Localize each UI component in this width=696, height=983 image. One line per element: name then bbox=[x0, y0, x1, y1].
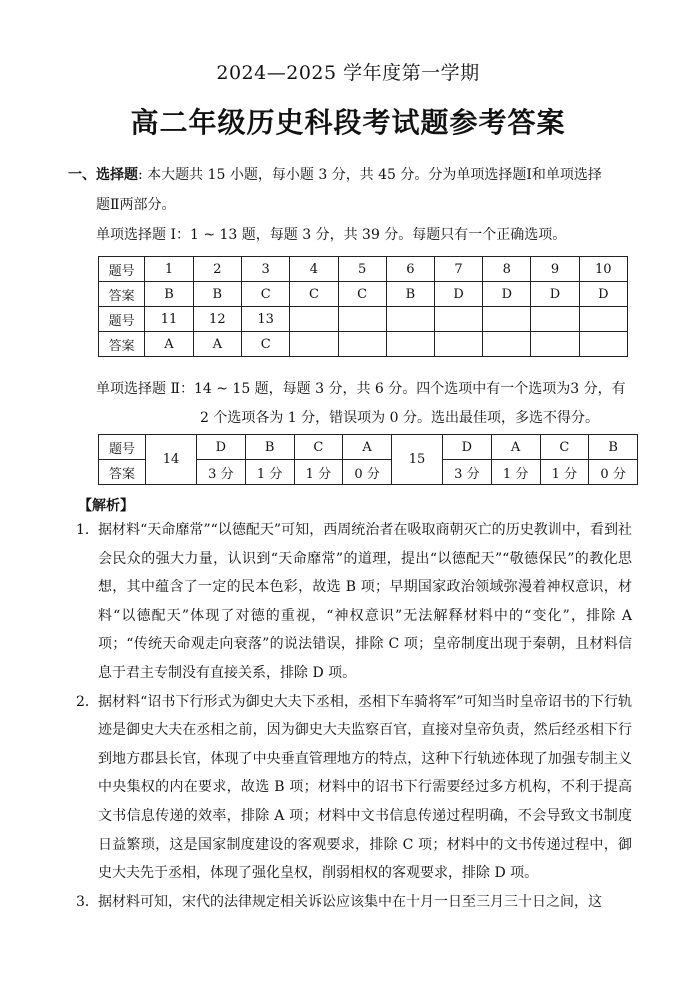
table-cell: A bbox=[193, 332, 241, 357]
document-title: 高二年级历史科段考试题参考答案 bbox=[130, 106, 566, 139]
table-cell: C bbox=[540, 435, 589, 460]
table-cell: 13 bbox=[242, 307, 290, 332]
table-cell: A bbox=[343, 435, 392, 460]
part2-answer-table bbox=[98, 434, 638, 485]
item-number: 3． bbox=[76, 893, 99, 910]
analysis-list bbox=[76, 516, 632, 916]
table-cell: A bbox=[491, 435, 540, 460]
list-item bbox=[76, 888, 632, 917]
table-cell: C bbox=[294, 435, 343, 460]
table-cell: D bbox=[483, 282, 531, 307]
table-cell: 1 分 bbox=[491, 460, 540, 485]
row-header-cell: 答案 bbox=[99, 332, 145, 357]
table-cell: D bbox=[197, 435, 246, 460]
part2-desc-line2: 2 个选项各为 1 分，错误项为 0 分。选出最佳项，多选不得分。 bbox=[200, 410, 599, 426]
row-header-cell: 题号 bbox=[99, 257, 145, 282]
table-cell: 8 bbox=[483, 257, 531, 282]
table-cell: D bbox=[579, 282, 627, 307]
table-cell: 7 bbox=[434, 257, 482, 282]
table-cell: 题号 bbox=[99, 435, 146, 460]
list-item bbox=[76, 516, 632, 688]
table-row bbox=[99, 307, 628, 332]
table-cell: D bbox=[434, 282, 482, 307]
table-cell: C bbox=[242, 332, 290, 357]
table-cell: 9 bbox=[531, 257, 579, 282]
table-row bbox=[99, 282, 628, 307]
table-cell bbox=[338, 332, 386, 357]
table-cell: 3 分 bbox=[443, 460, 492, 485]
table-cell: 1 分 bbox=[245, 460, 294, 485]
item-text: 据材料“天命靡常”“以德配天”可知，西周统治者在吸取商朝灭亡的历史教训中，看到社会民众的强大力量，认识到“天命靡常”的道理，提出“以德配天”“敬德保民”的教化思想，其中蕴含了一定的民本色彩，故选 B 项；早期国家政治领域弥漫着神权意识，材料“以德配天”体现了对德的重视，“神权意识”无法解释材料中的“变化”，排除 A 项；“传统天命观走向衰落”的说法错误，排除 C 项；皇帝制度出现于秦朝，且材料信息于君主专制没有直接关系，排除 D 项。 bbox=[98, 522, 632, 681]
item-text: 据材料可知，宋代的法律规定相关诉讼应该集中在十月一日至三月三十日之间，这 bbox=[98, 893, 602, 910]
table-cell: 6 bbox=[386, 257, 434, 282]
table-cell: 3 bbox=[242, 257, 290, 282]
table-cell: C bbox=[242, 282, 290, 307]
table-cell bbox=[579, 307, 627, 332]
table-cell bbox=[434, 332, 482, 357]
part2-desc-line1: 单项选择题 Ⅱ：14 ~ 15 题，每题 3 分，共 6 分。四个选项中有一个选项为3 分，有 bbox=[96, 381, 626, 397]
table-cell: 0 分 bbox=[589, 460, 638, 485]
row-header-cell: 题号 bbox=[99, 307, 145, 332]
table-cell: B bbox=[145, 282, 193, 307]
table-cell: 1 bbox=[145, 257, 193, 282]
table-cell: D bbox=[443, 435, 492, 460]
term-heading: 2024—2025 学年度第一学期 bbox=[216, 62, 480, 84]
analysis-heading: 【解析】 bbox=[78, 498, 134, 514]
table-cell: 11 bbox=[145, 307, 193, 332]
table-cell bbox=[483, 332, 531, 357]
table-cell bbox=[531, 307, 579, 332]
table-cell bbox=[483, 307, 531, 332]
table-cell: 4 bbox=[290, 257, 338, 282]
table-cell: A bbox=[145, 332, 193, 357]
table-cell bbox=[386, 307, 434, 332]
section-intro-line1: : 本大题共 15 小题，每小题 3 分，共 45 分。分为单项选择题Ⅰ和单项选择 bbox=[138, 167, 602, 183]
list-item bbox=[76, 688, 632, 888]
table-cell: C bbox=[338, 282, 386, 307]
table-cell: B bbox=[589, 435, 638, 460]
table-cell: B bbox=[245, 435, 294, 460]
table-cell: 5 bbox=[338, 257, 386, 282]
row-header-cell: 答案 bbox=[99, 282, 145, 307]
table-cell bbox=[290, 307, 338, 332]
table-row bbox=[99, 332, 628, 357]
table-row bbox=[99, 257, 628, 282]
table-cell: B bbox=[193, 282, 241, 307]
table-cell: 10 bbox=[579, 257, 627, 282]
table-cell: 1 分 bbox=[540, 460, 589, 485]
item-number: 1． bbox=[76, 522, 99, 538]
table-cell: 1 分 bbox=[294, 460, 343, 485]
table-cell bbox=[531, 332, 579, 357]
table-cell bbox=[290, 332, 338, 357]
table-cell: C bbox=[290, 282, 338, 307]
table-cell: 12 bbox=[193, 307, 241, 332]
table-cell bbox=[434, 307, 482, 332]
section-intro-line2: 题Ⅱ两部分。 bbox=[96, 197, 176, 213]
table-cell: 14 bbox=[146, 435, 197, 485]
table-cell: D bbox=[531, 282, 579, 307]
section-choice-intro bbox=[68, 160, 638, 220]
part1-description: 单项选择题 Ⅰ：1 ~ 13 题，每题 3 分，共 39 分。每题只有一个正确选项。 bbox=[96, 227, 567, 243]
section-label: 一、选择题 bbox=[68, 167, 138, 183]
table-cell: 0 分 bbox=[343, 460, 392, 485]
table-cell bbox=[579, 332, 627, 357]
table-row bbox=[99, 435, 638, 460]
table-cell: B bbox=[386, 282, 434, 307]
part2-description bbox=[96, 375, 636, 433]
table-cell: 15 bbox=[392, 435, 443, 485]
table-cell bbox=[338, 307, 386, 332]
part1-answer-table bbox=[98, 256, 628, 357]
table-cell bbox=[386, 332, 434, 357]
table-cell: 3 分 bbox=[197, 460, 246, 485]
item-number: 2． bbox=[76, 693, 99, 710]
item-text: 据材料“诏书下行形式为御史大夫下丞相，丞相下车骑将军”可知当时皇帝诏书的下行轨迹是御史大夫在丞相之前，因为御史大夫监察百官，直接对皇帝负责，然后经丞相下行到地方郡县长官，体现了中央垂直管理地方的特点，这种下行轨迹体现了加强专制主义中央集权的内在要求，故选 B 项；材料中的诏书下行需要经过多方机构，不利于提高文书信息传递的效率，排除 A 项；材料中文书信息传递过程明确，不会导致文书制度日益繁琐，这是国家制度建设的客观要求，排除 C 项；材料中的文书传递过程中，御史大夫先于丞相，体现了强化皇权，削弱相权的客观要求，排除 D 项。 bbox=[98, 693, 632, 882]
table-cell: 2 bbox=[193, 257, 241, 282]
table-cell: 答案 bbox=[99, 460, 146, 485]
